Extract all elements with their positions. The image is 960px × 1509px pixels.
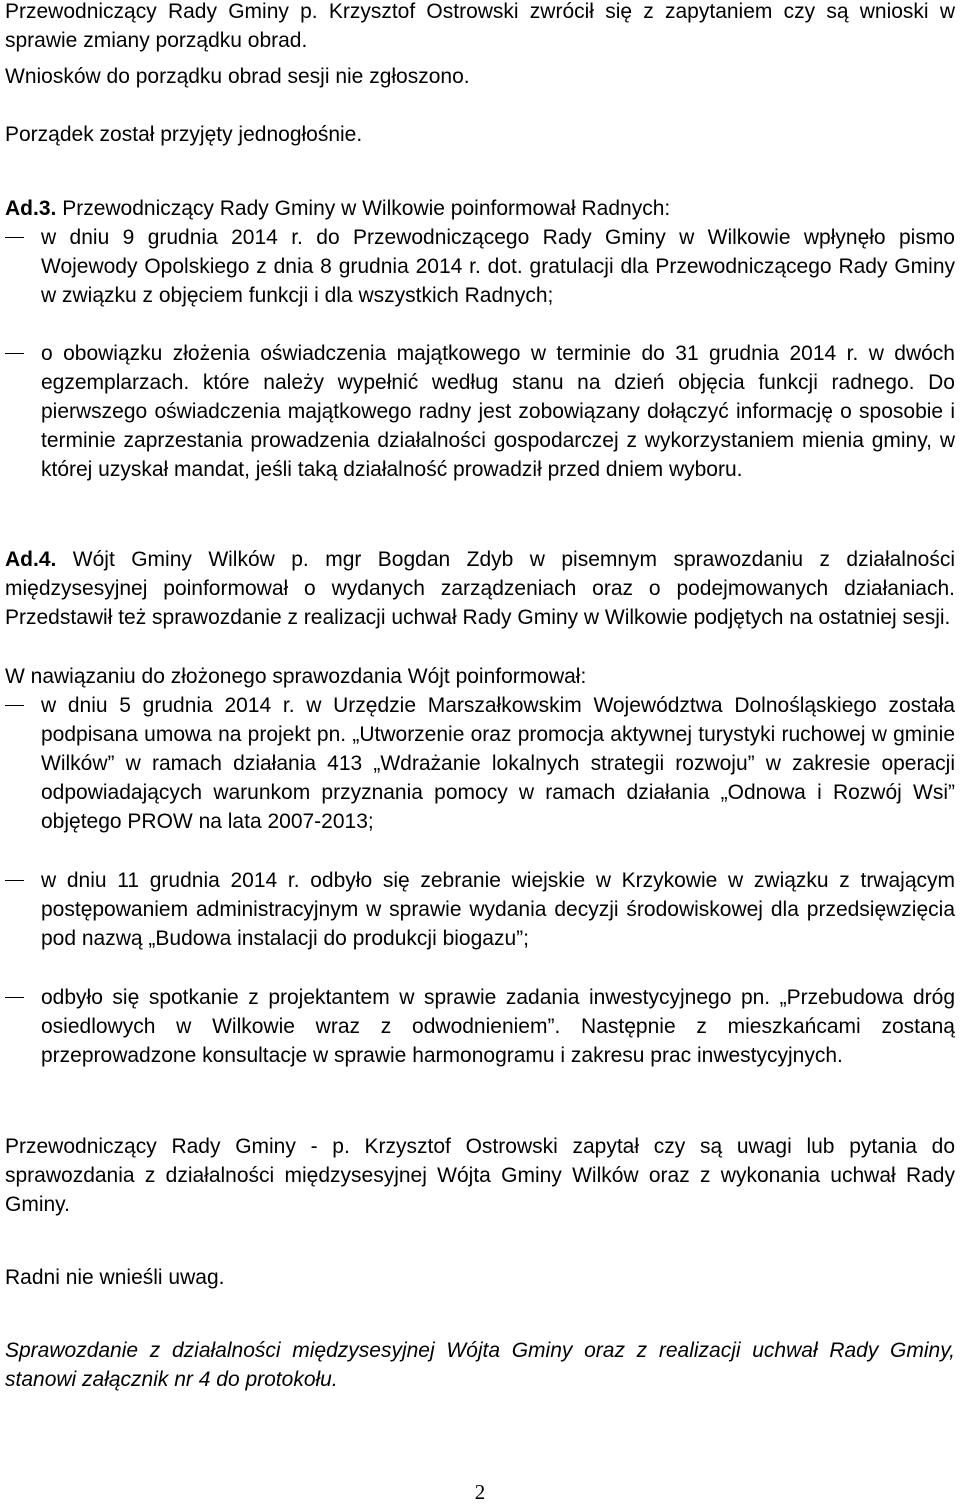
paragraph-chair-question: Przewodniczący Rady Gminy - p. Krzysztof Ostrowski zapytał czy są uwagi lub pytania do sprawozdania z działalności międzysesyjnej Wójta Gminy Wilków oraz z wykonania uchwał Rady Gminy. [5,1135,955,1216]
list-item-text: odbyło się spotkanie z projektantem w sprawie zadania inwestycyjnego pn. „Przebudowa dróg osiedlowych w Wilkowie wraz z odwodnieniem”. Następnie z mieszkańcami zostaną przeprowadzone konsultacje w sprawie harmonogramu i zakresu prac inwestycyjnych. [41,986,955,1067]
list-item [5,223,955,310]
list-item-text: w dniu 11 grudnia 2014 r. odbyło się zebranie wiejskie w Krzykowie w związku z trwającym postępowaniem administracyjnym w sprawie wydania decyzji środowiskowej dla przedsięwzięcia pod nazwą „Budowa instalacji do produkcji biogazu”; [41,869,955,950]
list-item [5,983,955,1070]
list-item-text: w dniu 5 grudnia 2014 r. w Urzędzie Marszałkowskim Województwa Dolnośląskiego została podpisana umowa na projekt pn. „Utworzenie oraz promocja aktywnej turystyki ruchowej w gminie Wilków” w ramach działania 413 „Wdrażanie lokalnych strategii rozwoju” w zakresie operacji odpowiadających warunkom przyznania pomocy w ramach działania „Odnowa i Rozwój Wsi” objętego PROW na lata 2007-2013; [41,694,955,833]
section-ad3-heading [5,194,955,223]
list-item-text: o obowiązku złożenia oświadczenia majątkowego w terminie do 31 grudnia 2014 r. w dwóch egzemplarzach. które należy wypełnić według stanu na dzień objęcia funkcji radnego. Do pierwszego oświadczenia majątkowego radny jest zobowiązany dołączyć informację o sposobie i terminie zaprzestania prowadzenia działalności gospodarczej z wykorzystaniem mienia gminy, w której uzyskał mandat, jeśli taką działalność prowadził przed dniem wyboru. [41,342,955,481]
dash-bullet-icon [5,705,24,706]
section-ad3-text: Przewodniczący Rady Gminy w Wilkowie poinformował Radnych: [62,197,671,220]
list-item-text: w dniu 9 grudnia 2014 r. do Przewodniczącego Rady Gminy w Wilkowie wpłynęło pismo Wojewody Opolskiego z dnia 8 grudnia 2014 r. dot. gratulacji dla Przewodniczącego Rady Gminy w związku z objęciem funkcji i dla wszystkich Radnych; [41,226,955,307]
paragraph-no-motions: Wniosków do porządku obrad sesji nie zgłoszono. [5,65,470,88]
list-item [5,691,955,836]
paragraph-no-remarks: Radni nie wnieśli uwag. [5,1266,225,1289]
paragraph-wojt-intro: W nawiązaniu do złożonego sprawozdania Wójt poinformował: [5,665,587,688]
dash-bullet-icon [5,997,24,998]
section-ad4-text: Wójt Gminy Wilków p. mgr Bogdan Zdyb w pisemnym sprawozdaniu z działalności międzysesyjnej poinformował o wydanych zarządzeniach oraz o podejmowanych działaniach. Przedstawił też sprawozdanie z realizacji uchwał Rady Gminy w Wilkowie podjętych na ostatniej sesji. [5,548,955,629]
paragraph-agenda-question: Przewodniczący Rady Gminy p. Krzysztof Ostrowski zwrócił się z zapytaniem czy są wnioski w sprawie zmiany porządku obrad. [5,0,955,52]
list-item [5,339,955,484]
dash-bullet-icon [5,353,24,354]
dash-bullet-icon [5,880,24,881]
list-item [5,866,955,953]
paragraph-attachment-note: Sprawozdanie z działalności międzysesyjnej Wójta Gminy oraz z realizacji uchwał Rady Gminy, stanowi załącznik nr 4 do protokołu. [5,1339,955,1391]
section-ad4-heading [5,545,955,632]
paragraph-agenda-adopted: Porządek został przyjęty jednogłośnie. [5,123,363,146]
dash-bullet-icon [5,237,24,238]
page-number: 2 [474,1480,486,1504]
section-ad3-label: Ad.3. [5,197,57,220]
section-ad4-label: Ad.4. [5,548,57,571]
